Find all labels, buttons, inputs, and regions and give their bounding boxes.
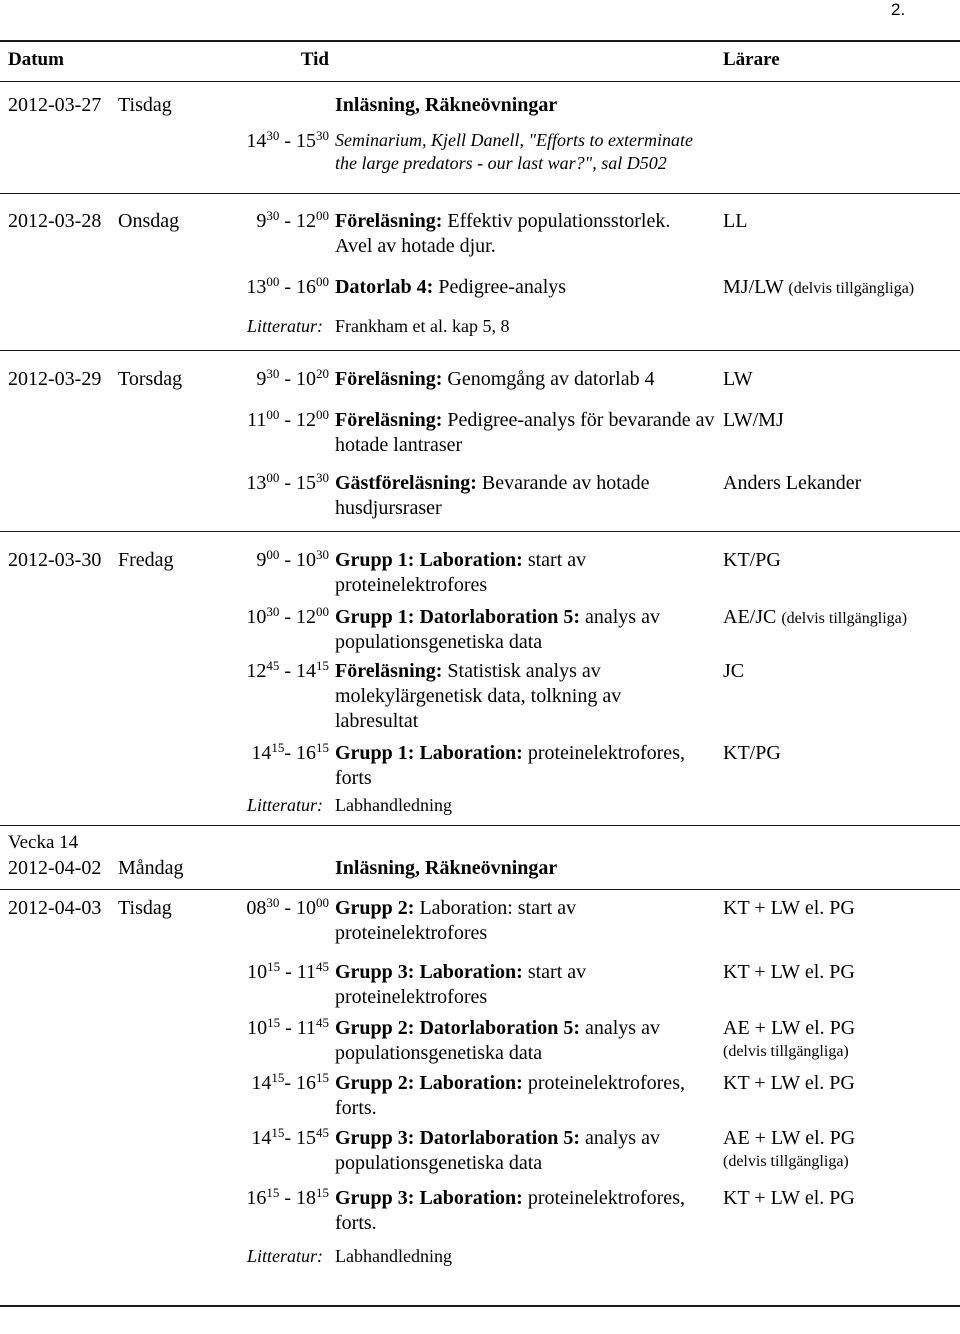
activity bbox=[335, 209, 670, 259]
time-separator: - bbox=[279, 1187, 296, 1209]
section-rule bbox=[0, 193, 960, 194]
schedule-entry bbox=[0, 128, 960, 173]
availability-note: (delvis tillgängliga) bbox=[781, 610, 908, 627]
time-range bbox=[246, 275, 329, 300]
teacher bbox=[723, 1186, 855, 1211]
time-separator: - bbox=[279, 130, 296, 152]
time-range bbox=[246, 896, 329, 921]
end-minute: 30 bbox=[316, 128, 329, 143]
start-minute: 30 bbox=[266, 895, 280, 910]
activity-type: Föreläsning: bbox=[335, 660, 443, 682]
activity-line: labresultat bbox=[335, 710, 419, 732]
time-range bbox=[251, 1071, 329, 1096]
week-label: Vecka 14 bbox=[8, 832, 79, 853]
end-hour: 16 bbox=[296, 1072, 316, 1094]
activity-line: proteinelektrofores bbox=[335, 986, 488, 1008]
time-separator: - bbox=[284, 1127, 296, 1149]
activity-line: populationsgenetiska data bbox=[335, 631, 543, 653]
schedule-entry bbox=[0, 1125, 960, 1174]
activity-line bbox=[335, 408, 715, 433]
activity-line bbox=[335, 471, 650, 496]
start-minute: 15 bbox=[266, 1185, 280, 1200]
start-minute: 30 bbox=[266, 128, 280, 143]
activity-type: Föreläsning: bbox=[335, 368, 443, 390]
start-minute: 45 bbox=[266, 658, 280, 673]
end-minute: 45 bbox=[316, 959, 329, 974]
teacher bbox=[723, 1016, 855, 1063]
literature-label: Litteratur: bbox=[246, 316, 323, 336]
day-row bbox=[0, 93, 960, 118]
literature-text: Frankham et al. kap 5, 8 bbox=[335, 316, 510, 336]
table-header bbox=[0, 47, 960, 72]
activity-line: forts. bbox=[335, 1097, 377, 1119]
activity-line bbox=[335, 209, 670, 234]
start-minute: 00 bbox=[266, 470, 280, 485]
literature-row bbox=[0, 1244, 960, 1269]
teacher bbox=[723, 209, 747, 234]
end-minute: 30 bbox=[316, 547, 329, 562]
end-hour: 12 bbox=[296, 409, 316, 431]
activity-line: populationsgenetiska data bbox=[335, 1152, 543, 1174]
table-top-rule bbox=[0, 40, 960, 42]
time-separator: - bbox=[279, 368, 296, 390]
literature-text: Labhandledning bbox=[335, 795, 452, 815]
start-hour: 14 bbox=[251, 1072, 272, 1094]
time-range bbox=[247, 960, 329, 985]
end-minute: 15 bbox=[316, 1185, 329, 1200]
date: 2012-04-03 bbox=[8, 897, 102, 919]
teacher bbox=[723, 741, 781, 766]
start-minute: 15 bbox=[271, 1070, 285, 1085]
activity-line: Seminarium, Kjell Danell, "Efforts to exterminate bbox=[335, 130, 694, 150]
time-range bbox=[246, 129, 329, 154]
schedule-entry bbox=[0, 547, 960, 596]
schedule-entry bbox=[0, 1185, 960, 1234]
weekday: Fredag bbox=[118, 549, 174, 571]
teacher bbox=[723, 471, 861, 496]
section-rule bbox=[0, 531, 960, 532]
activity-line: forts. bbox=[335, 1212, 377, 1234]
activity-line: forts bbox=[335, 767, 372, 789]
teacher-initials: LW/MJ bbox=[723, 409, 784, 431]
weekday: Torsdag bbox=[118, 368, 183, 390]
activity-type: Grupp 3: Datorlaboration 5: bbox=[335, 1127, 580, 1149]
schedule-entry bbox=[0, 658, 960, 732]
start-minute: 00 bbox=[266, 274, 280, 289]
date: 2012-03-27 bbox=[8, 94, 102, 116]
weekday: Tisdag bbox=[118, 897, 172, 919]
activity-text: Statistisk analys av bbox=[447, 660, 601, 682]
time-separator: - bbox=[280, 1017, 297, 1039]
end-hour: 11 bbox=[296, 961, 316, 983]
activity-text: Laboration: start av bbox=[419, 897, 577, 919]
time-range bbox=[246, 471, 329, 496]
start-hour: 10 bbox=[246, 606, 267, 628]
start-hour: 16 bbox=[246, 1187, 267, 1209]
availability-note: (delvis tillgängliga) bbox=[723, 1153, 849, 1170]
header-rule bbox=[0, 81, 960, 82]
start-hour: 10 bbox=[247, 1017, 268, 1039]
activity-line bbox=[335, 960, 586, 985]
header-teacher: Lärare bbox=[723, 49, 780, 70]
activity bbox=[335, 548, 586, 598]
teacher-initials: AE + LW el. PG bbox=[723, 1127, 856, 1149]
activity-line: hotade lantraser bbox=[335, 434, 463, 456]
teacher-initials: LL bbox=[723, 210, 748, 232]
activity-type: Gästföreläsning: bbox=[335, 472, 477, 494]
time-range bbox=[256, 548, 329, 573]
end-minute: 15 bbox=[316, 658, 329, 673]
end-hour: 12 bbox=[296, 210, 316, 232]
end-minute: 00 bbox=[316, 208, 329, 223]
end-hour: 12 bbox=[296, 606, 316, 628]
date: 2012-04-02 bbox=[8, 857, 102, 879]
schedule-entry bbox=[0, 1015, 960, 1064]
time-range bbox=[246, 605, 329, 630]
activity-type: Grupp 3: Laboration: bbox=[335, 1187, 523, 1209]
header-date: Datum bbox=[8, 49, 64, 70]
activity bbox=[335, 275, 566, 300]
teacher-initials: KT/PG bbox=[723, 549, 781, 571]
end-minute: 45 bbox=[316, 1015, 329, 1030]
activity-line: populationsgenetiska data bbox=[335, 1042, 543, 1064]
activity bbox=[335, 129, 693, 175]
end-minute: 20 bbox=[316, 366, 329, 381]
end-minute: 30 bbox=[316, 470, 329, 485]
activity-text: Bevarande av hotade bbox=[481, 472, 650, 494]
teacher bbox=[723, 548, 781, 573]
header-time: Tid bbox=[300, 49, 329, 70]
end-hour: 10 bbox=[296, 897, 316, 919]
end-minute: 15 bbox=[316, 740, 329, 755]
literature-label: Litteratur: bbox=[246, 1246, 323, 1266]
activity-type: Föreläsning: bbox=[335, 210, 443, 232]
start-minute: 30 bbox=[266, 366, 280, 381]
activity-line bbox=[335, 605, 660, 630]
schedule-entry bbox=[0, 895, 960, 944]
activity bbox=[335, 1071, 685, 1121]
teacher bbox=[723, 1126, 855, 1173]
teacher bbox=[723, 275, 914, 301]
section-rule bbox=[0, 889, 960, 890]
activity-text: proteinelektrofores, bbox=[527, 1072, 685, 1094]
activity-text: proteinelektrofores, bbox=[527, 742, 685, 764]
end-minute: 00 bbox=[316, 895, 329, 910]
activity-text: start av bbox=[527, 549, 587, 571]
time-range bbox=[246, 659, 329, 684]
time-separator: - bbox=[279, 409, 296, 431]
activity-line bbox=[335, 367, 655, 392]
section-rule bbox=[0, 350, 960, 351]
section-rule bbox=[0, 825, 960, 826]
start-hour: 10 bbox=[247, 961, 268, 983]
activity-text: analys av bbox=[585, 1127, 660, 1149]
activity-text: Pedigree-analys bbox=[438, 276, 567, 298]
activity-type: Datorlab 4: bbox=[335, 276, 434, 298]
activity-type: Grupp 2: Datorlaboration 5: bbox=[335, 1017, 580, 1039]
start-minute: 00 bbox=[266, 407, 280, 422]
time-range bbox=[247, 1016, 329, 1041]
end-hour: 16 bbox=[296, 742, 316, 764]
schedule-entry bbox=[0, 470, 960, 519]
activity bbox=[335, 741, 685, 791]
end-hour: 16 bbox=[296, 276, 316, 298]
time-range bbox=[251, 741, 329, 766]
activity bbox=[335, 471, 650, 521]
end-hour: 18 bbox=[296, 1187, 316, 1209]
schedule-entry bbox=[0, 740, 960, 789]
schedule-entry bbox=[0, 367, 960, 392]
activity-text: Pedigree-analys för bevarande av bbox=[447, 409, 715, 431]
activity-line: proteinelektrofores bbox=[335, 574, 488, 596]
time-separator: - bbox=[279, 549, 296, 571]
activity-line bbox=[335, 1016, 660, 1041]
time-separator: - bbox=[284, 742, 296, 764]
schedule-entry bbox=[0, 208, 960, 257]
teacher-initials: LW bbox=[723, 368, 753, 390]
activity-line: husdjursraser bbox=[335, 497, 442, 519]
activity-line bbox=[335, 741, 685, 766]
day-note: Inläsning, Räkneövningar bbox=[335, 857, 558, 879]
weekday: Tisdag bbox=[118, 94, 172, 116]
activity-text: analys av bbox=[585, 606, 660, 628]
start-minute: 00 bbox=[266, 547, 280, 562]
activity bbox=[335, 1186, 685, 1236]
week-row bbox=[0, 830, 960, 855]
time-range bbox=[256, 209, 329, 234]
start-hour: 9 bbox=[256, 210, 267, 232]
activity bbox=[335, 960, 586, 1010]
activity-line bbox=[335, 659, 621, 684]
start-hour: 9 bbox=[256, 549, 267, 571]
start-hour: 13 bbox=[246, 276, 267, 298]
end-minute: 00 bbox=[316, 274, 329, 289]
activity-line: proteinelektrofores bbox=[335, 922, 488, 944]
activity-text: Effektiv populationsstorlek. bbox=[447, 210, 671, 232]
time-range bbox=[246, 1186, 329, 1211]
activity-line: molekylärgenetisk data, tolkning av bbox=[335, 685, 622, 707]
activity bbox=[335, 408, 715, 458]
end-minute: 15 bbox=[316, 1070, 329, 1085]
schedule-entry bbox=[0, 275, 960, 300]
start-hour: 14 bbox=[251, 742, 272, 764]
time-range bbox=[256, 367, 329, 392]
start-hour: 9 bbox=[256, 368, 267, 390]
end-hour: 10 bbox=[296, 368, 316, 390]
date: 2012-03-30 bbox=[8, 549, 102, 571]
activity bbox=[335, 605, 660, 655]
start-minute: 15 bbox=[267, 1015, 281, 1030]
teacher-initials: KT/PG bbox=[723, 742, 781, 764]
teacher bbox=[723, 605, 907, 631]
teacher bbox=[723, 1071, 855, 1096]
end-hour: 15 bbox=[296, 472, 316, 494]
teacher-name: Anders Lekander bbox=[723, 472, 862, 494]
teacher-initials: AE + LW el. PG bbox=[723, 1017, 856, 1039]
teacher-initials: KT + LW el. PG bbox=[723, 1072, 855, 1094]
time-separator: - bbox=[279, 606, 296, 628]
activity-line bbox=[335, 1126, 660, 1151]
teacher-initials: JC bbox=[723, 660, 745, 682]
end-minute: 00 bbox=[316, 604, 329, 619]
literature-row bbox=[0, 314, 960, 339]
page-number: 2. bbox=[891, 0, 906, 19]
time-separator: - bbox=[279, 660, 296, 682]
end-hour: 10 bbox=[296, 549, 316, 571]
time-separator: - bbox=[280, 961, 297, 983]
activity-text: Genomgång av datorlab 4 bbox=[447, 368, 655, 390]
activity-text: analys av bbox=[585, 1017, 660, 1039]
end-hour: 15 bbox=[296, 1127, 316, 1149]
teacher bbox=[723, 659, 744, 684]
availability-note: (delvis tillgängliga) bbox=[788, 280, 915, 297]
teacher-initials: AE/JC bbox=[723, 606, 777, 628]
date: 2012-03-28 bbox=[8, 210, 102, 232]
end-hour: 14 bbox=[296, 660, 316, 682]
activity-type: Föreläsning: bbox=[335, 409, 443, 431]
teacher bbox=[723, 408, 784, 433]
availability-note: (delvis tillgängliga) bbox=[723, 1043, 849, 1060]
activity-line bbox=[335, 275, 566, 300]
teacher-initials: KT + LW el. PG bbox=[723, 961, 855, 983]
schedule-entry bbox=[0, 1070, 960, 1119]
teacher-initials: KT + LW el. PG bbox=[723, 1187, 855, 1209]
date: 2012-03-29 bbox=[8, 368, 102, 390]
start-hour: 13 bbox=[246, 472, 267, 494]
activity-line: Avel av hotade djur. bbox=[335, 235, 496, 257]
schedule-entry bbox=[0, 959, 960, 1008]
activity-type: Grupp 1: Datorlaboration 5: bbox=[335, 606, 580, 628]
activity-type: Grupp 1: Laboration: bbox=[335, 742, 523, 764]
activity-line bbox=[335, 1186, 685, 1211]
schedule-entry bbox=[0, 407, 960, 456]
activity-text: start av bbox=[527, 961, 587, 983]
literature-row bbox=[0, 793, 960, 818]
activity-type: Grupp 2: bbox=[335, 897, 415, 919]
activity-line: the large predators - our last war?", sal D502 bbox=[335, 153, 667, 173]
end-minute: 45 bbox=[316, 1125, 329, 1140]
table-bottom-rule bbox=[0, 1305, 960, 1307]
activity bbox=[335, 1016, 660, 1066]
start-minute: 15 bbox=[271, 1125, 285, 1140]
literature-text: Labhandledning bbox=[335, 1246, 452, 1266]
end-hour: 15 bbox=[296, 130, 316, 152]
time-separator: - bbox=[284, 1072, 296, 1094]
activity-line bbox=[335, 896, 576, 921]
time-separator: - bbox=[279, 210, 296, 232]
end-hour: 11 bbox=[296, 1017, 316, 1039]
teacher-initials: KT + LW el. PG bbox=[723, 897, 855, 919]
teacher bbox=[723, 367, 753, 392]
start-hour: 08 bbox=[246, 897, 267, 919]
weekday: Måndag bbox=[118, 857, 184, 879]
start-hour: 14 bbox=[246, 130, 267, 152]
activity-type: Grupp 1: Laboration: bbox=[335, 549, 523, 571]
time-range bbox=[251, 1126, 329, 1151]
activity-line bbox=[335, 548, 586, 573]
day-note: Inläsning, Räkneövningar bbox=[335, 94, 558, 116]
activity bbox=[335, 896, 576, 946]
activity bbox=[335, 659, 621, 734]
time-separator: - bbox=[279, 472, 296, 494]
start-minute: 15 bbox=[271, 740, 285, 755]
teacher bbox=[723, 896, 855, 921]
weekday: Onsdag bbox=[118, 210, 180, 232]
activity-text: proteinelektrofores, bbox=[527, 1187, 685, 1209]
activity-line bbox=[335, 1071, 685, 1096]
start-hour: 14 bbox=[251, 1127, 272, 1149]
activity-type: Grupp 3: Laboration: bbox=[335, 961, 523, 983]
teacher bbox=[723, 960, 855, 985]
start-hour: 11 bbox=[247, 409, 267, 431]
day-row bbox=[0, 856, 960, 881]
start-minute: 15 bbox=[267, 959, 281, 974]
schedule-entry bbox=[0, 604, 960, 653]
teacher-initials: MJ/LW bbox=[723, 276, 784, 298]
time-separator: - bbox=[279, 897, 296, 919]
end-minute: 00 bbox=[316, 407, 329, 422]
literature-label: Litteratur: bbox=[246, 795, 323, 815]
time-separator: - bbox=[279, 276, 296, 298]
activity bbox=[335, 367, 655, 392]
time-range bbox=[247, 408, 329, 433]
activity-type: Grupp 2: Laboration: bbox=[335, 1072, 523, 1094]
start-hour: 12 bbox=[246, 660, 267, 682]
start-minute: 30 bbox=[266, 208, 280, 223]
start-minute: 30 bbox=[266, 604, 280, 619]
activity bbox=[335, 1126, 660, 1176]
